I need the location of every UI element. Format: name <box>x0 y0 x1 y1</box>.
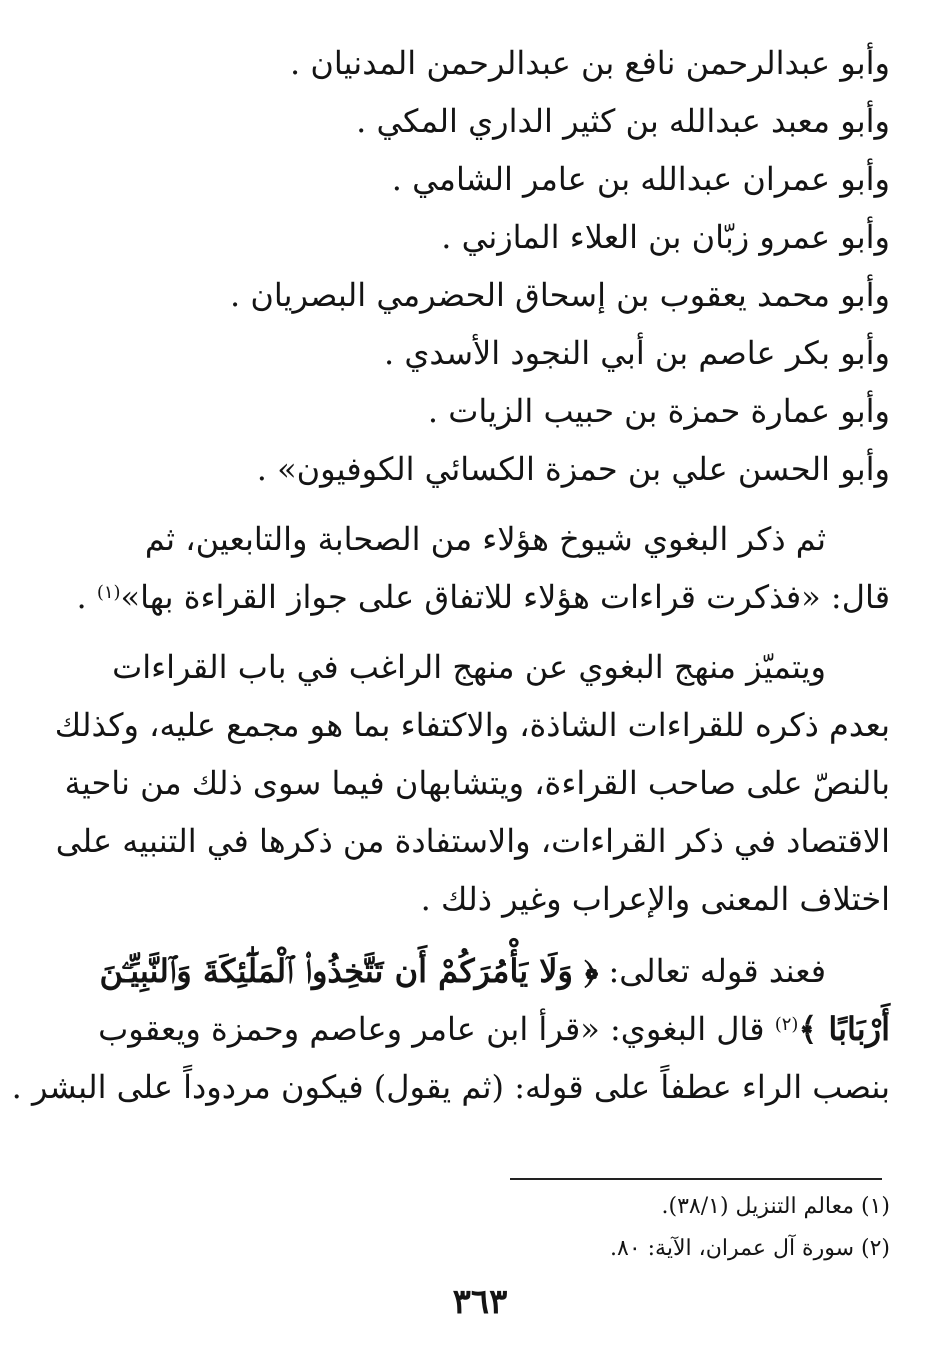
paragraph-shuyukh <box>76 510 890 626</box>
intro-text: فعند قوله تعالى: <box>598 952 826 990</box>
quote-text: قال البغوي: «قرأ ابن عامر وعاصم وحمزة ويعقوب <box>98 1010 775 1048</box>
paragraph-line <box>100 1000 890 1058</box>
footnote-marker[interactable]: (١) <box>96 582 121 603</box>
list-item: وأبو الحسن علي بن حمزة الكسائي الكوفيون» . <box>256 450 890 488</box>
paragraph-line <box>76 568 890 626</box>
list-item: وأبو محمد يعقوب بن إسحاق الحضرمي البصريان . <box>229 276 890 314</box>
paragraph-line <box>100 942 890 1000</box>
list-item: وأبو عمرو زبّان بن العلاء المازني . <box>441 218 890 256</box>
paragraph-line: ثم ذكر البغوي شيوخ هؤلاء من الصحابة والتابعين، ثم <box>144 520 826 558</box>
list-item: وأبو عبدالرحمن نافع بن عبدالرحمن المدنيان . <box>290 44 890 82</box>
paragraph-line: بنصب الراء عطفاً على قوله: (ثم يقول) فيكون مردوداً على البشر . <box>11 1068 890 1106</box>
paragraph-quran <box>11 942 890 1116</box>
quran-verse-end: أَرْبَابًا ﴾ <box>798 1010 890 1048</box>
list-item: وأبو معبد عبدالله بن كثير الداري المكي . <box>356 102 890 140</box>
paragraph-line: ويتميّز منهج البغوي عن منهج الراغب في باب القراءات <box>112 648 826 686</box>
list-item: وأبو عمارة حمزة بن حبيب الزيات . <box>427 392 890 430</box>
footnote-divider <box>510 1178 882 1180</box>
list-item: وأبو عمران عبدالله بن عامر الشامي . <box>391 160 890 198</box>
reciters-list <box>100 34 890 498</box>
line-end: . <box>76 578 97 616</box>
list-item: وأبو بكر عاصم بن أبي النجود الأسدي . <box>384 334 890 372</box>
paragraph-comparison <box>54 638 890 928</box>
footnote: (٢) سورة آل عمران، الآية: ٨٠. <box>610 1236 890 1261</box>
footnote-marker[interactable]: (٢) <box>774 1014 799 1035</box>
quran-verse: ﴿ وَلَا يَأْمُرَكُمْ أَن تَتَّخِذُوا۟ ٱلْمَلَٰٓئِكَةَ وَٱلنَّبِيِّـۧنَ <box>99 952 599 990</box>
paragraph-line: بعدم ذكره للقراءات الشاذة، والاكتفاء بما هو مجمع عليه، وكذلك <box>54 706 890 744</box>
footnote: (١) معالم التنزيل (٣٨/١). <box>661 1194 890 1219</box>
footnotes <box>400 1186 890 1270</box>
page-number: ٣٦٣ <box>452 1282 508 1322</box>
paragraph-line: الاقتصاد في ذكر القراءات، والاستفادة من ذكرها في التنبيه على <box>55 822 890 860</box>
paragraph-line: بالنصّ على صاحب القراءة، ويتشابهان فيما سوى ذلك من ناحية <box>64 764 890 802</box>
quote-text: قال: «فذكرت قراءات هؤلاء للاتفاق على جواز القراءة بها» <box>120 578 890 616</box>
page-body <box>11 34 890 1116</box>
paragraph-line: اختلاف المعنى والإعراب وغير ذلك . <box>420 880 890 918</box>
